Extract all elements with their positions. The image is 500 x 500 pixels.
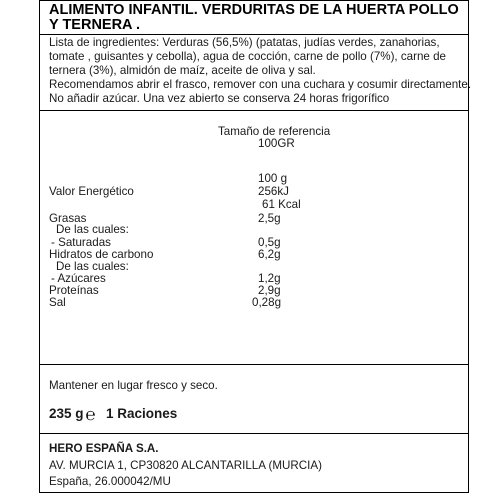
protein-label: Proteínas	[49, 284, 99, 297]
portions-text: 1 Raciones	[106, 406, 178, 421]
company-registry: España, 26.000042/MU	[49, 475, 171, 488]
label-frame	[39, 0, 472, 493]
product-title-line2: Y TERNERA .	[49, 17, 141, 33]
energy-label: Valor Energético	[49, 185, 134, 198]
ingredients-line3: ternera (3%), almidón de maíz, aceite de oliva y sal.	[49, 64, 316, 77]
divider	[40, 110, 468, 111]
product-title-line1: ALIMENTO INFANTIL. VERDURITAS DE LA HUERTA POLLO	[49, 2, 459, 18]
net-weight	[49, 405, 96, 424]
ingredients-line2: tomate , guisantes y cebolla), agua de cocción, carne de pollo (7%), carne de	[49, 50, 446, 63]
fat-label: Grasas	[49, 212, 87, 225]
protein-value: 2,9g	[258, 284, 281, 297]
carbs-label: Hidratos de carbono	[49, 248, 154, 261]
carbs-value: 6,2g	[258, 248, 281, 261]
reference-label: Tamaño de referencia	[218, 125, 331, 138]
usage-line2: No añadir azúcar. Una vez abierto se conserva 24 horas frigorífico	[49, 92, 390, 105]
company-name: HERO ESPAÑA S.A.	[49, 442, 159, 455]
divider	[40, 364, 468, 365]
sugars-label: - Azúcares	[51, 272, 106, 285]
saturated-label: - Saturadas	[51, 236, 111, 249]
salt-label: Sal	[49, 296, 66, 309]
of-which-label: De las cuales:	[56, 260, 129, 273]
usage-line1: Recomendamos abrir el frasco, remover con una cuchara y cosumir directamente.	[49, 78, 472, 91]
energy-kcal-value: 61 Kcal	[262, 198, 301, 211]
energy-kj-value: 256kJ	[258, 185, 289, 198]
of-which-label: De las cuales:	[56, 223, 129, 236]
fat-value: 2,5g	[258, 212, 281, 225]
sugars-value: 1,2g	[258, 272, 281, 285]
ingredients-line1: Lista de ingredientes: Verduras (56,5%) (patatas, judías verdes, zanahorias,	[49, 36, 440, 49]
nutrition-per-label: 100 g	[258, 172, 288, 185]
reference-value: 100GR	[258, 137, 295, 150]
saturated-value: 0,5g	[258, 236, 281, 249]
estimated-sign-icon: ℮	[85, 405, 96, 424]
company-address: AV. MURCIA 1, CP30820 ALCANTARILLA (MURCIA)	[49, 459, 322, 472]
net-weight-value: 235 g	[49, 406, 84, 421]
salt-value: 0,28g	[252, 296, 282, 309]
divider	[40, 34, 468, 35]
storage-text: Mantener en lugar fresco y seco.	[49, 379, 218, 392]
divider	[40, 433, 468, 434]
